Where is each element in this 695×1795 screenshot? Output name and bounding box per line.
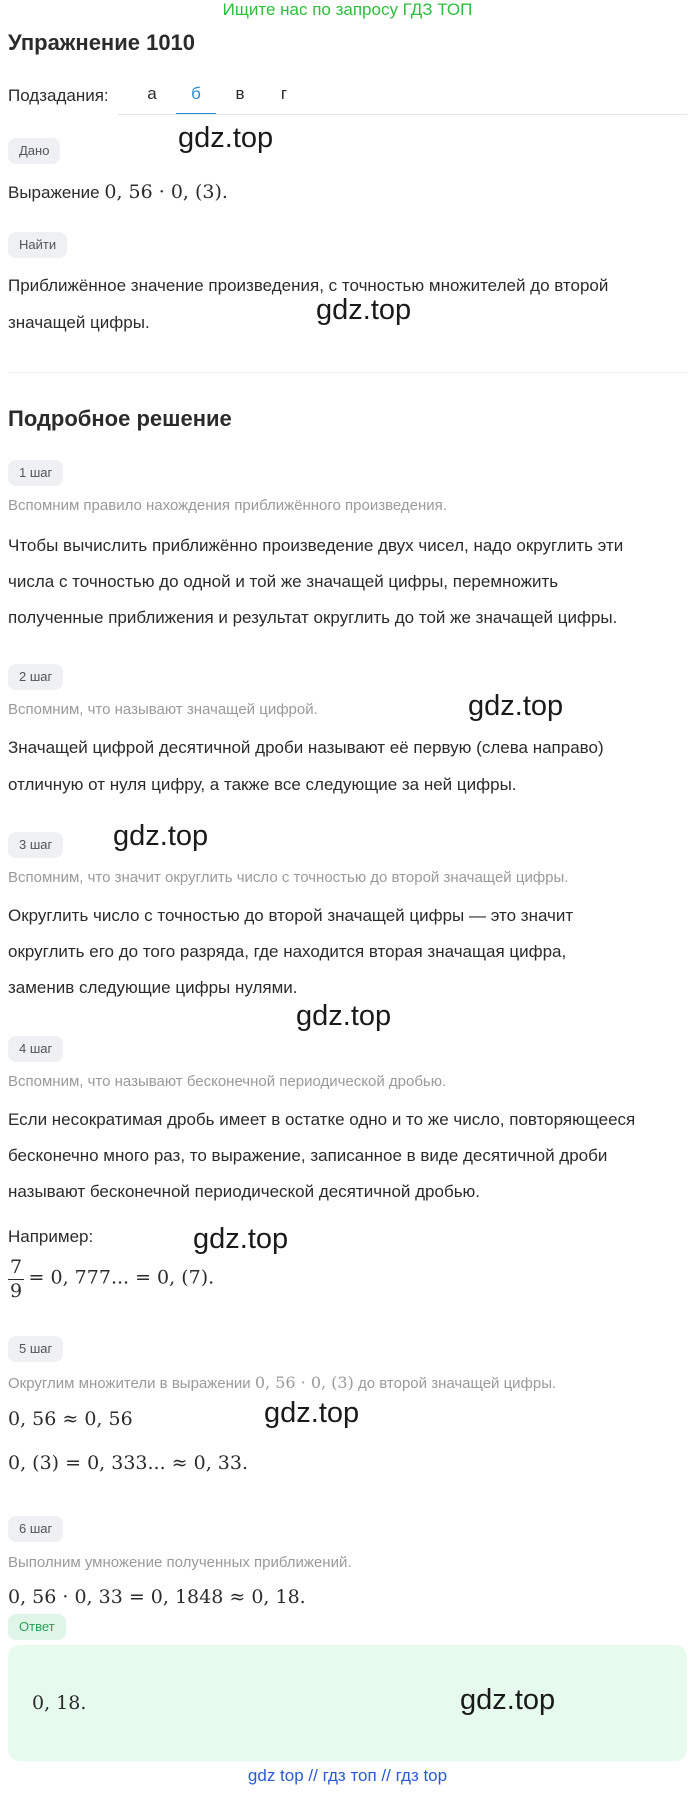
step-3-hint: Вспомним, что значит округлить число с точностью до второй значащей цифры.	[8, 869, 569, 886]
step-3-line-3: заменив следующие цифры нулями.	[8, 978, 298, 997]
answer-badge: Ответ	[8, 1614, 66, 1640]
step-1-hint: Вспомним правило нахождения приближённого произведения.	[8, 497, 447, 514]
step-1-line-2: числа с точностью до одной и той же значащей цифры, перемножить	[8, 572, 559, 591]
step-5-hint-math: 0, 56 · 0, (3)	[254, 1373, 354, 1392]
step-2-badge: 2 шаг	[8, 664, 63, 690]
watermark: gdz.top	[316, 294, 412, 326]
step-5-math-1: 0, 56 ≈ 0, 56	[8, 1408, 133, 1430]
watermark: gdz.top	[178, 122, 274, 154]
section-divider	[8, 372, 687, 373]
step-2-hint: Вспомним, что называют значащей цифрой.	[8, 701, 318, 718]
solution-title: Подробное решение	[8, 406, 232, 431]
find-line-1: Приближённое значение произведения, с точностью множителей до второй	[8, 276, 609, 295]
step-4-line-1: Если несократимая дробь имеет в остатке одно и то же число, повторяющееся	[8, 1110, 636, 1129]
tab-a[interactable]: а	[147, 84, 157, 103]
example-denominator: 9	[10, 1280, 23, 1302]
step-5-math-2: 0, (3) = 0, 333... ≈ 0, 33.	[8, 1452, 249, 1474]
tab-b[interactable]: б	[176, 84, 216, 115]
find-line-2: значащей цифры.	[8, 313, 150, 332]
answer-value: 0, 18.	[32, 1692, 87, 1714]
step-1-line-1: Чтобы вычислить приближённо произведение двух чисел, надо округлить эти	[8, 536, 624, 555]
watermark: gdz.top	[193, 1223, 289, 1255]
step-3-badge: 3 шаг	[8, 832, 63, 858]
step-1-badge: 1 шаг	[8, 460, 63, 486]
step-5-hint-tail: до второй значащей цифры.	[358, 1375, 557, 1392]
step-3-line-1: Округлить число с точностью до второй значащей цифры — это значит	[8, 906, 574, 925]
step-6-math: 0, 56 · 0, 33 = 0, 1848 ≈ 0, 18.	[8, 1586, 306, 1608]
find-badge: Найти	[8, 232, 67, 258]
footer-links[interactable]: gdz top // гдз топ // гдз top	[247, 1766, 448, 1785]
given-text	[8, 174, 688, 211]
given-badge: Дано	[8, 138, 60, 164]
step-4-badge: 4 шаг	[8, 1036, 63, 1062]
example-formula	[8, 1258, 214, 1301]
example-label: Например:	[8, 1227, 94, 1246]
step-5-hint	[8, 1373, 688, 1392]
step-4-hint: Вспомним, что называют бесконечной периодической дробью.	[8, 1073, 447, 1090]
step-2-line-1: Значащей цифрой десятичной дроби называют её первую (слева направо)	[8, 738, 604, 757]
tab-v[interactable]: в	[235, 84, 245, 103]
given-label: Выражение	[8, 183, 100, 202]
watermark: gdz.top	[113, 820, 209, 852]
search-banner: Ищите нас по запросу ГДЗ ТОП	[222, 0, 473, 19]
step-5-badge: 5 шаг	[8, 1336, 63, 1362]
step-3-line-2: округлить его до того разряда, где находится вторая значащая цифра,	[8, 942, 567, 961]
step-1-line-3: полученные приближения и результат округлить до той же значащей цифры.	[8, 608, 618, 627]
example-rest: = 0, 777... = 0, (7).	[28, 1266, 215, 1289]
example-numerator: 7	[10, 1256, 23, 1278]
step-6-hint: Выполним умножение полученных приближений.	[8, 1554, 352, 1571]
watermark: gdz.top	[296, 1000, 392, 1032]
watermark: gdz.top	[468, 690, 564, 722]
answer-box	[8, 1645, 687, 1761]
step-4-line-3: называют бесконечной периодической десятичной дробью.	[8, 1182, 481, 1201]
step-4-line-2: бесконечно много раз, то выражение, записанное в виде десятичной дроби	[8, 1146, 608, 1165]
step-2-line-2: отличную от нуля цифру, а также все следующие за ней цифры.	[8, 775, 517, 794]
page-title: Упражнение 1010	[8, 30, 196, 55]
tab-g[interactable]: г	[280, 84, 288, 103]
step-6-badge: 6 шаг	[8, 1516, 63, 1542]
step-5-hint-text: Округлим множители в выражении	[8, 1375, 251, 1392]
given-expression: 0, 56 · 0, (3).	[104, 181, 228, 203]
example-fraction	[8, 1258, 24, 1301]
watermark: gdz.top	[264, 1397, 360, 1429]
watermark: gdz.top	[460, 1684, 556, 1716]
subtasks-label: Подзадания:	[8, 86, 109, 105]
tabs-divider	[118, 114, 687, 115]
